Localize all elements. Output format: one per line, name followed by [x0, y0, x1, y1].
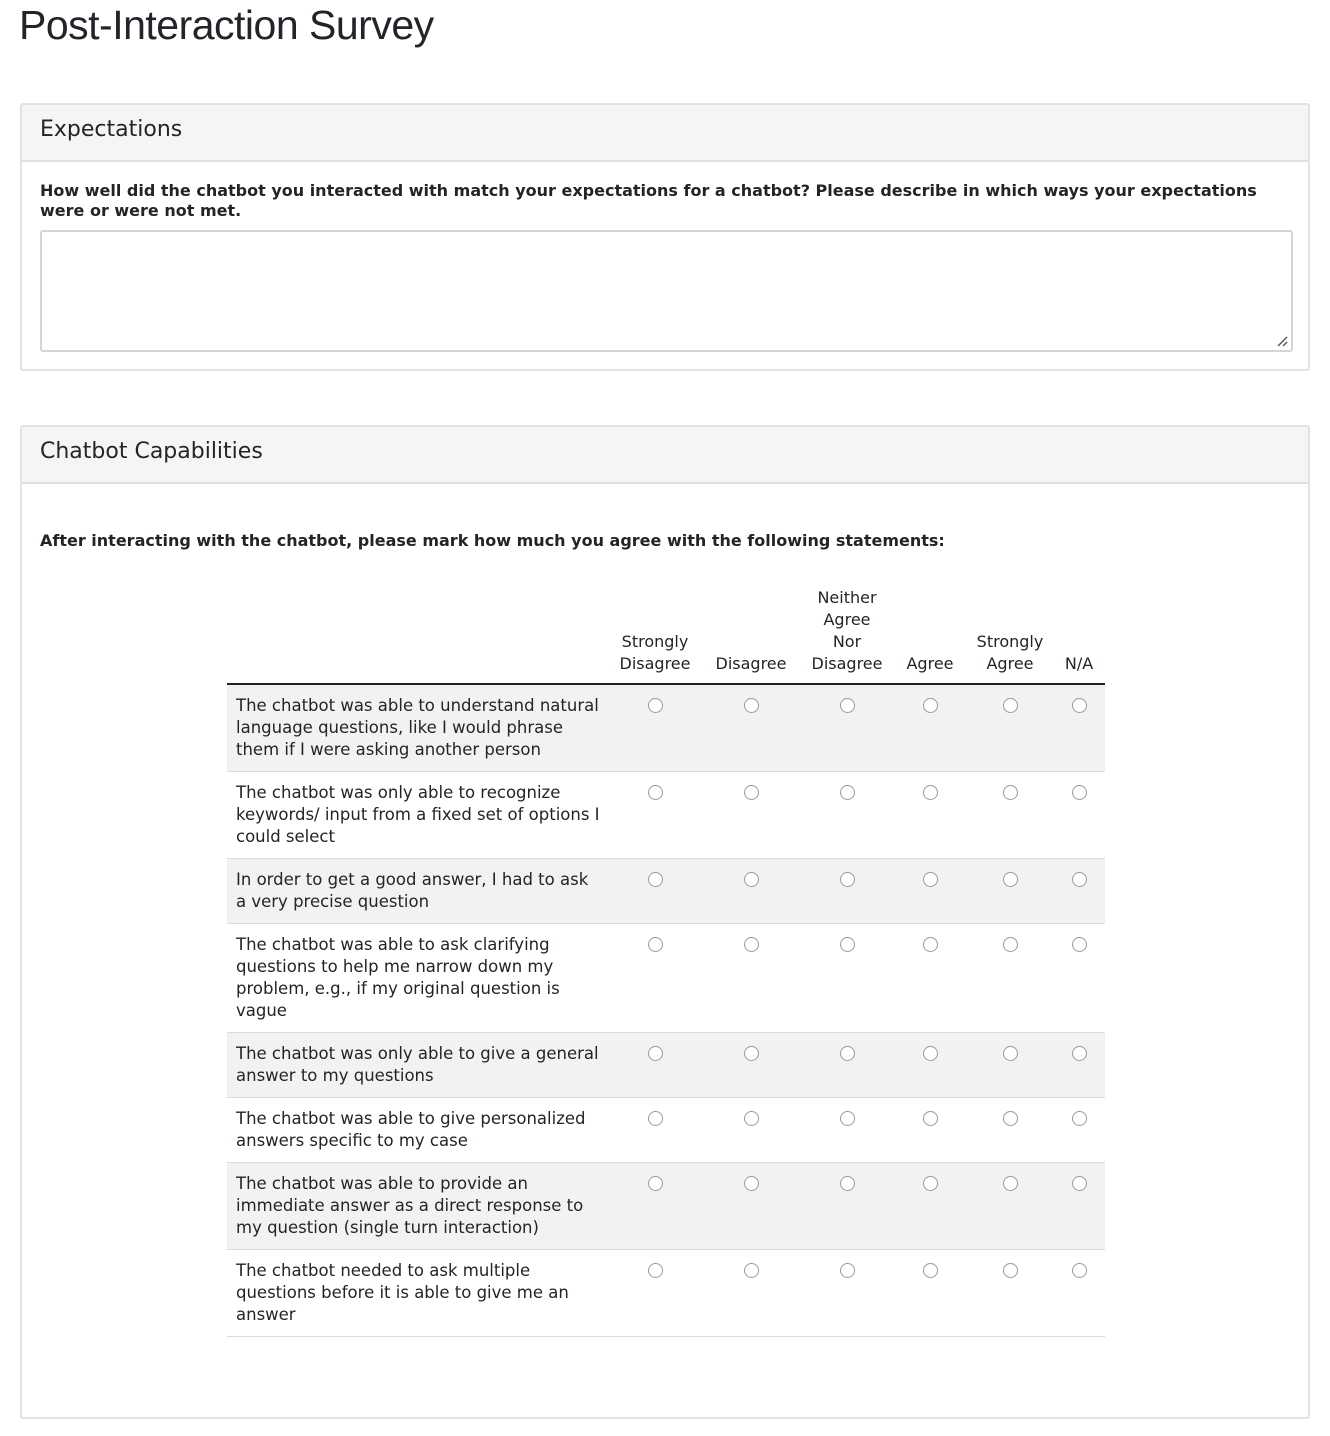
option-cell	[701, 924, 801, 1033]
likert-radio[interactable]	[923, 1263, 938, 1278]
likert-radio[interactable]	[840, 1263, 855, 1278]
likert-radio[interactable]	[840, 698, 855, 713]
likert-radio[interactable]	[840, 1046, 855, 1061]
likert-radio[interactable]	[840, 872, 855, 887]
option-cell	[893, 924, 967, 1033]
expectations-card	[20, 103, 1310, 371]
option-cell	[609, 1163, 701, 1250]
likert-radio[interactable]	[1072, 785, 1087, 800]
likert-radio[interactable]	[648, 1111, 663, 1126]
capabilities-instructions: After interacting with the chatbot, please mark how much you agree with the following statements:	[40, 531, 945, 550]
capabilities-heading: Chatbot Capabilities	[22, 427, 1308, 484]
option-cell	[801, 924, 893, 1033]
option-cell	[1053, 1098, 1105, 1163]
option-cell	[893, 1163, 967, 1250]
likert-radio[interactable]	[744, 1176, 759, 1191]
option-cell	[1053, 1163, 1105, 1250]
option-cell	[701, 1250, 801, 1337]
likert-radio[interactable]	[923, 1176, 938, 1191]
option-cell	[609, 859, 701, 924]
likert-radio[interactable]	[648, 937, 663, 952]
page-title: Post-Interaction Survey	[19, 2, 434, 48]
option-cell	[1053, 1033, 1105, 1098]
statement-text: The chatbot was able to provide an immediate answer as a direct response to my question (single turn interaction)	[227, 1163, 609, 1250]
column-header: Agree	[893, 587, 967, 684]
option-cell	[801, 1163, 893, 1250]
likert-radio[interactable]	[744, 872, 759, 887]
option-cell	[701, 1033, 801, 1098]
option-cell	[967, 859, 1053, 924]
option-cell	[967, 1033, 1053, 1098]
likert-radio[interactable]	[1072, 698, 1087, 713]
likert-radio[interactable]	[923, 1111, 938, 1126]
likert-radio[interactable]	[648, 1263, 663, 1278]
option-cell	[801, 684, 893, 772]
option-cell	[801, 859, 893, 924]
option-cell	[893, 1098, 967, 1163]
table-row	[227, 1033, 1105, 1098]
option-cell	[893, 684, 967, 772]
option-cell	[893, 859, 967, 924]
option-cell	[609, 1033, 701, 1098]
table-row	[227, 684, 1105, 772]
likert-radio[interactable]	[648, 1176, 663, 1191]
likert-radio[interactable]	[840, 937, 855, 952]
likert-radio[interactable]	[1003, 1176, 1018, 1191]
option-cell	[893, 1033, 967, 1098]
likert-matrix	[227, 587, 1105, 1337]
likert-radio[interactable]	[1003, 937, 1018, 952]
option-cell	[1053, 684, 1105, 772]
likert-radio[interactable]	[744, 785, 759, 800]
option-cell	[967, 772, 1053, 859]
option-cell	[967, 1250, 1053, 1337]
likert-radio[interactable]	[840, 1111, 855, 1126]
column-header: Disagree	[701, 587, 801, 684]
table-row	[227, 924, 1105, 1033]
likert-radio[interactable]	[1072, 1111, 1087, 1126]
option-cell	[967, 684, 1053, 772]
option-cell	[701, 1163, 801, 1250]
statement-text: The chatbot was only able to recognize keywords/ input from a fixed set of options I could select	[227, 772, 609, 859]
option-cell	[609, 772, 701, 859]
option-cell	[701, 772, 801, 859]
likert-radio[interactable]	[1003, 785, 1018, 800]
column-header: Strongly Disagree	[609, 587, 701, 684]
likert-radio[interactable]	[1003, 1111, 1018, 1126]
likert-radio[interactable]	[1072, 937, 1087, 952]
table-row	[227, 859, 1105, 924]
likert-radio[interactable]	[923, 785, 938, 800]
likert-radio[interactable]	[744, 698, 759, 713]
likert-radio[interactable]	[744, 1263, 759, 1278]
likert-radio[interactable]	[744, 1046, 759, 1061]
table-row	[227, 1250, 1105, 1337]
statement-text: In order to get a good answer, I had to ask a very precise question	[227, 859, 609, 924]
statement-text: The chatbot was able to give personalized answers specific to my case	[227, 1098, 609, 1163]
column-header: N/A	[1053, 587, 1105, 684]
capabilities-card	[20, 425, 1310, 1419]
statement-column-header	[227, 587, 609, 684]
column-header: Neither Agree Nor Disagree	[801, 587, 893, 684]
likert-radio[interactable]	[1072, 1176, 1087, 1191]
matrix-header-row	[227, 587, 1105, 684]
likert-radio[interactable]	[1003, 872, 1018, 887]
option-cell	[893, 772, 967, 859]
table-row	[227, 1163, 1105, 1250]
likert-radio[interactable]	[744, 1111, 759, 1126]
option-cell	[701, 684, 801, 772]
likert-radio[interactable]	[1003, 698, 1018, 713]
option-cell	[1053, 1250, 1105, 1337]
option-cell	[801, 772, 893, 859]
column-header: Strongly Agree	[967, 587, 1053, 684]
likert-radio[interactable]	[1072, 1046, 1087, 1061]
likert-radio[interactable]	[1003, 1263, 1018, 1278]
option-cell	[801, 1098, 893, 1163]
option-cell	[609, 684, 701, 772]
option-cell	[893, 1250, 967, 1337]
likert-radio[interactable]	[648, 872, 663, 887]
table-row	[227, 772, 1105, 859]
likert-radio[interactable]	[1072, 872, 1087, 887]
likert-radio[interactable]	[648, 1046, 663, 1061]
likert-radio[interactable]	[923, 937, 938, 952]
option-cell	[801, 1250, 893, 1337]
option-cell	[967, 1098, 1053, 1163]
option-cell	[967, 1163, 1053, 1250]
option-cell	[1053, 859, 1105, 924]
option-cell	[609, 1098, 701, 1163]
expectations-heading: Expectations	[22, 105, 1308, 162]
option-cell	[801, 1033, 893, 1098]
statement-text: The chatbot was only able to give a general answer to my questions	[227, 1033, 609, 1098]
option-cell	[1053, 772, 1105, 859]
likert-radio[interactable]	[840, 1176, 855, 1191]
option-cell	[609, 924, 701, 1033]
likert-radio[interactable]	[840, 785, 855, 800]
statement-text: The chatbot was able to understand natural language questions, like I would phrase them if I were asking another person	[227, 684, 609, 772]
likert-radio[interactable]	[923, 872, 938, 887]
likert-radio[interactable]	[744, 937, 759, 952]
likert-radio[interactable]	[648, 785, 663, 800]
statement-text: The chatbot was able to ask clarifying questions to help me narrow down my problem, e.g., if my original question is vague	[227, 924, 609, 1033]
likert-radio[interactable]	[1072, 1263, 1087, 1278]
statement-text: The chatbot needed to ask multiple questions before it is able to give me an answer	[227, 1250, 609, 1337]
resize-grip-icon[interactable]	[1276, 335, 1288, 347]
expectations-answer-textarea[interactable]	[40, 230, 1293, 352]
option-cell	[701, 859, 801, 924]
option-cell	[701, 1098, 801, 1163]
likert-radio[interactable]	[923, 698, 938, 713]
expectations-question: How well did the chatbot you interacted with match your expectations for a chatbot? Please describe in which ways your expectations were or were not met.	[40, 181, 1257, 220]
option-cell	[967, 924, 1053, 1033]
likert-radio[interactable]	[1003, 1046, 1018, 1061]
likert-radio[interactable]	[923, 1046, 938, 1061]
option-cell	[1053, 924, 1105, 1033]
likert-radio[interactable]	[648, 698, 663, 713]
option-cell	[609, 1250, 701, 1337]
table-row	[227, 1098, 1105, 1163]
